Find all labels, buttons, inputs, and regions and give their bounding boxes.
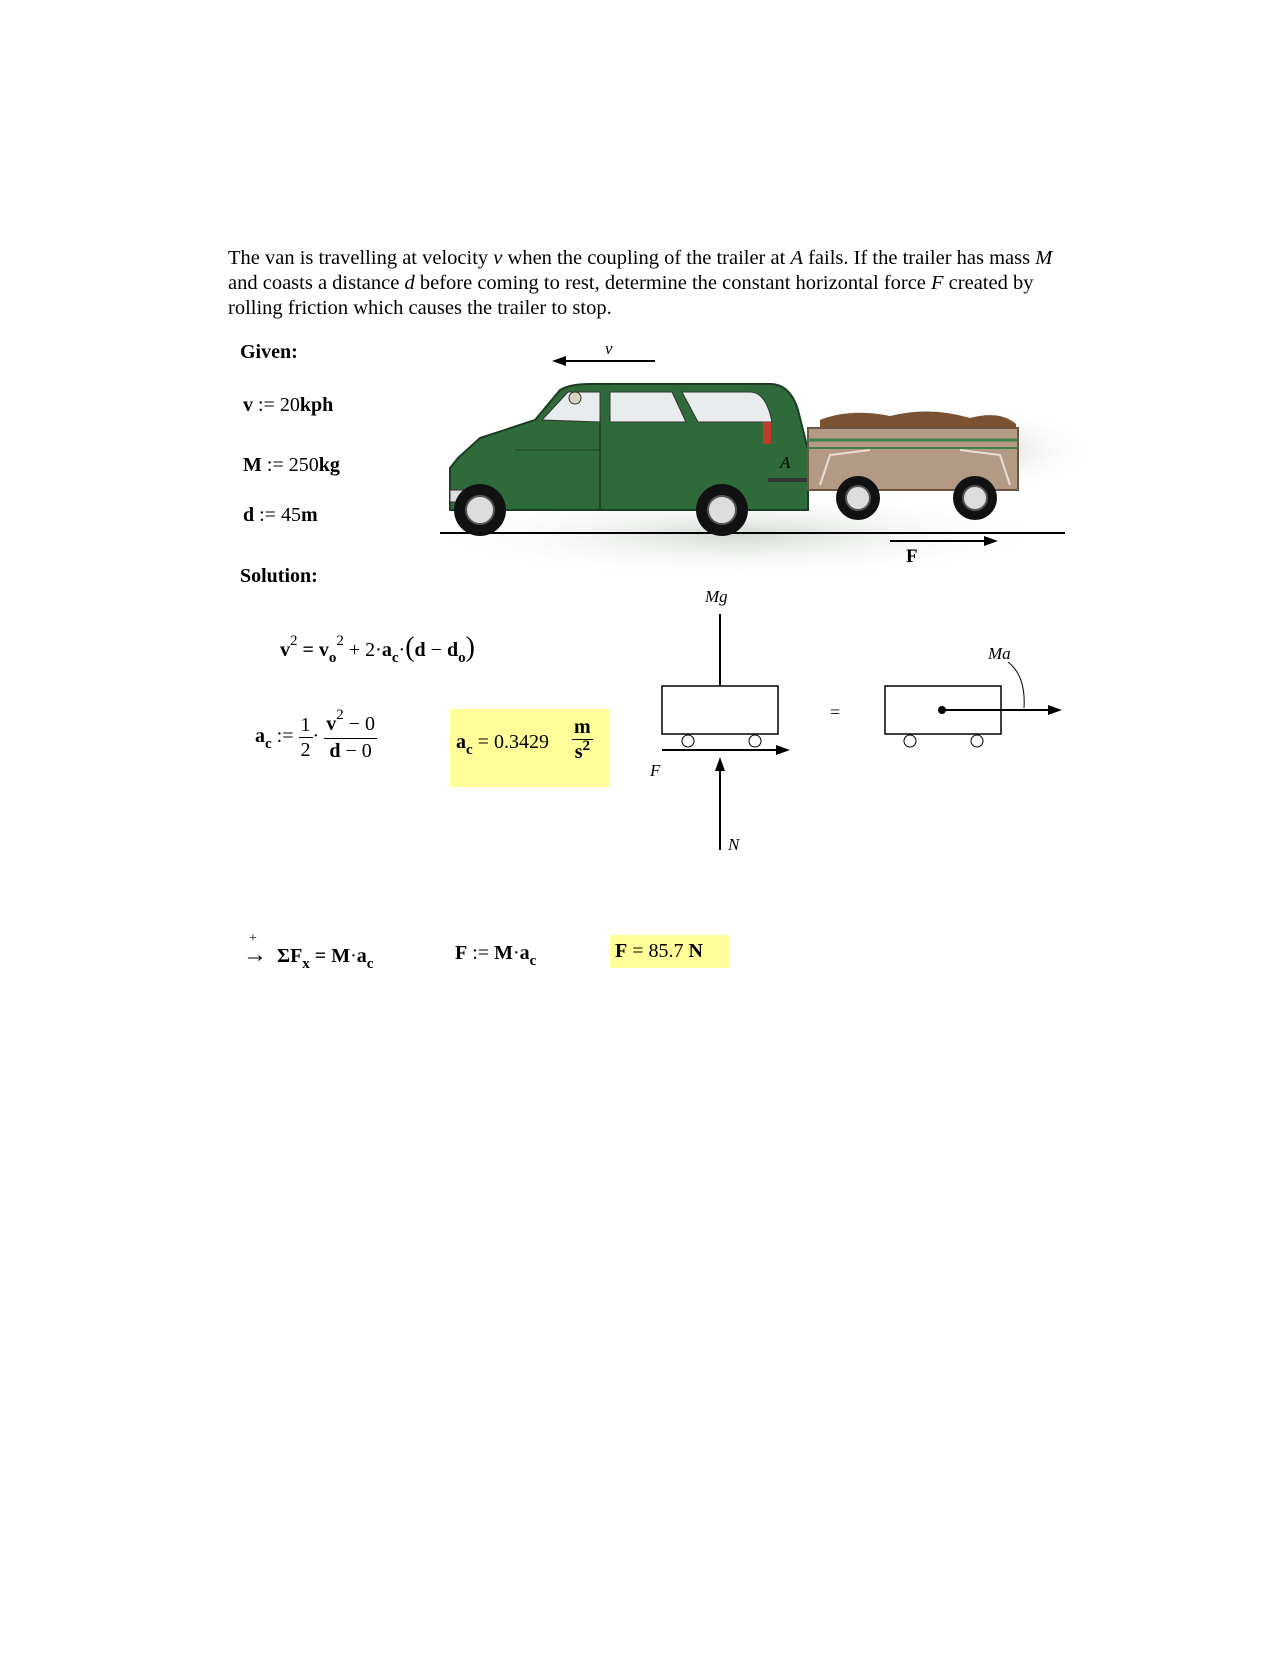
- arrow-icon: →: [243, 942, 267, 968]
- sub: o: [458, 650, 466, 666]
- var-a: a: [519, 942, 530, 964]
- num: [324, 707, 377, 739]
- op: ·: [398, 639, 406, 661]
- free-body-diagram: [640, 580, 1100, 870]
- unit: kg: [318, 454, 340, 476]
- op: − 0: [340, 740, 372, 762]
- op: + 2·: [348, 639, 382, 661]
- normal-label: N: [728, 835, 740, 854]
- van-taillight: [763, 422, 771, 444]
- symbol-d: d: [404, 272, 415, 294]
- kinematic-equation: [280, 632, 475, 664]
- inertia-label: Ma: [988, 644, 1011, 663]
- value: 45: [280, 504, 301, 526]
- sub: x: [302, 956, 310, 972]
- force-label: F: [906, 546, 918, 567]
- driver-icon: [569, 392, 581, 404]
- op: =: [314, 945, 327, 967]
- problem-statement: [228, 246, 1058, 321]
- van-trailer-illustration: [420, 340, 1100, 580]
- fbd-wheel: [682, 735, 694, 747]
- den: [324, 739, 377, 763]
- sigma: ΣF: [277, 945, 303, 967]
- exp: 2: [336, 633, 344, 649]
- friction-label: F: [650, 761, 661, 780]
- positive-direction-arrow: [243, 931, 267, 968]
- den: 2: [300, 739, 311, 761]
- sub: o: [328, 650, 337, 666]
- op: :=: [266, 454, 284, 476]
- op: − 0: [343, 713, 375, 735]
- sub: c: [366, 956, 374, 972]
- var-v: v: [326, 713, 337, 735]
- op: :=: [259, 504, 276, 526]
- var-d: d: [414, 639, 426, 661]
- op: =: [632, 940, 644, 962]
- problem-text: created by rolling friction which causes the trailer to stop.: [228, 272, 1034, 319]
- symbol-A: A: [790, 247, 803, 269]
- problem-text: and coasts a distance: [228, 272, 405, 294]
- op: =: [477, 731, 489, 753]
- unit: N: [688, 940, 703, 962]
- var-d0: d: [446, 639, 459, 661]
- op: =: [302, 639, 314, 661]
- var: d: [243, 504, 255, 526]
- exp: 2: [336, 707, 344, 723]
- unit-fraction: [572, 715, 593, 766]
- var: M: [243, 454, 262, 476]
- normal-arrowhead: [715, 757, 725, 771]
- var-a: a: [255, 725, 265, 748]
- var-a: a: [456, 731, 466, 753]
- unit: kph: [299, 394, 334, 416]
- ac-definition: [255, 707, 377, 763]
- paren: (: [405, 632, 415, 663]
- value: 250: [288, 454, 319, 476]
- problem-text: fails. If the trailer has mass: [802, 247, 1036, 269]
- op: ·: [350, 945, 357, 967]
- trailer-left-hub: [846, 486, 870, 510]
- problem-text: when the coupling of the trailer at: [502, 247, 791, 269]
- symbol-M: M: [1035, 247, 1053, 269]
- friction-arrowhead: [776, 745, 790, 755]
- trailer-right-hub: [963, 486, 987, 510]
- op: ·: [312, 725, 320, 748]
- sub: c: [265, 736, 272, 753]
- plus-sign: +: [249, 931, 257, 946]
- inertia-arrowhead: [1048, 705, 1062, 715]
- equals-sign: =: [830, 702, 841, 722]
- given-v: [243, 394, 333, 417]
- op: ·: [512, 942, 520, 964]
- paren: ): [465, 632, 475, 663]
- op: −: [425, 639, 447, 661]
- var-F: F: [615, 940, 628, 962]
- var-F: F: [455, 942, 468, 964]
- F-definition: [455, 942, 537, 969]
- unit: m: [300, 504, 318, 526]
- var-a: a: [381, 639, 392, 661]
- var-M: M: [331, 945, 351, 967]
- op: :=: [276, 725, 294, 748]
- sub: c: [529, 953, 537, 969]
- var-v0: v: [318, 639, 329, 661]
- van-rear-hub: [708, 496, 736, 524]
- value: 20: [279, 394, 300, 416]
- var-a: a: [356, 945, 367, 967]
- van-side-window: [610, 392, 686, 422]
- F-result: [610, 935, 730, 968]
- velocity-label: v: [605, 340, 613, 358]
- exp: 2: [290, 633, 298, 649]
- van-front-hub: [466, 496, 494, 524]
- problem-text: before coming to rest, determine the constant horizontal force: [414, 272, 932, 294]
- given-M: [243, 454, 340, 477]
- kd-wheel: [971, 735, 983, 747]
- ac-result: [450, 709, 610, 787]
- var: v: [243, 394, 253, 416]
- unit-m: m: [574, 716, 591, 738]
- value: 0.3429: [493, 731, 549, 753]
- problem-text: The van is travelling at velocity: [228, 247, 494, 269]
- value: 85.7: [648, 940, 684, 962]
- var-d: d: [329, 740, 341, 762]
- weight-label: Mg: [705, 587, 728, 606]
- sum-forces-equation: [243, 931, 374, 972]
- van-rear-window: [682, 392, 772, 422]
- sub: c: [391, 650, 399, 666]
- coupling-label: A: [780, 453, 791, 472]
- velocity-arrowhead: [552, 356, 566, 366]
- given-heading: Given:: [240, 341, 298, 363]
- symbol-v: v: [493, 247, 503, 269]
- unit-s: s: [574, 741, 583, 763]
- symbol-F: F: [931, 272, 944, 294]
- solution-heading: Solution:: [240, 565, 318, 587]
- fbd-wheel: [749, 735, 761, 747]
- var-v: v: [280, 639, 290, 661]
- sub: c: [466, 742, 473, 758]
- given-d: [243, 504, 318, 527]
- exp: 2: [582, 738, 590, 754]
- fraction-v2-over-d: [324, 707, 377, 763]
- op: :=: [258, 394, 275, 416]
- trailer-box-fbd: [662, 686, 778, 734]
- fraction-half: [299, 713, 313, 762]
- leader-line: [1008, 662, 1024, 708]
- var-M: M: [494, 942, 513, 964]
- kd-wheel: [904, 735, 916, 747]
- unit-s2: [572, 740, 593, 766]
- num: 1: [300, 714, 311, 736]
- op: :=: [472, 942, 490, 964]
